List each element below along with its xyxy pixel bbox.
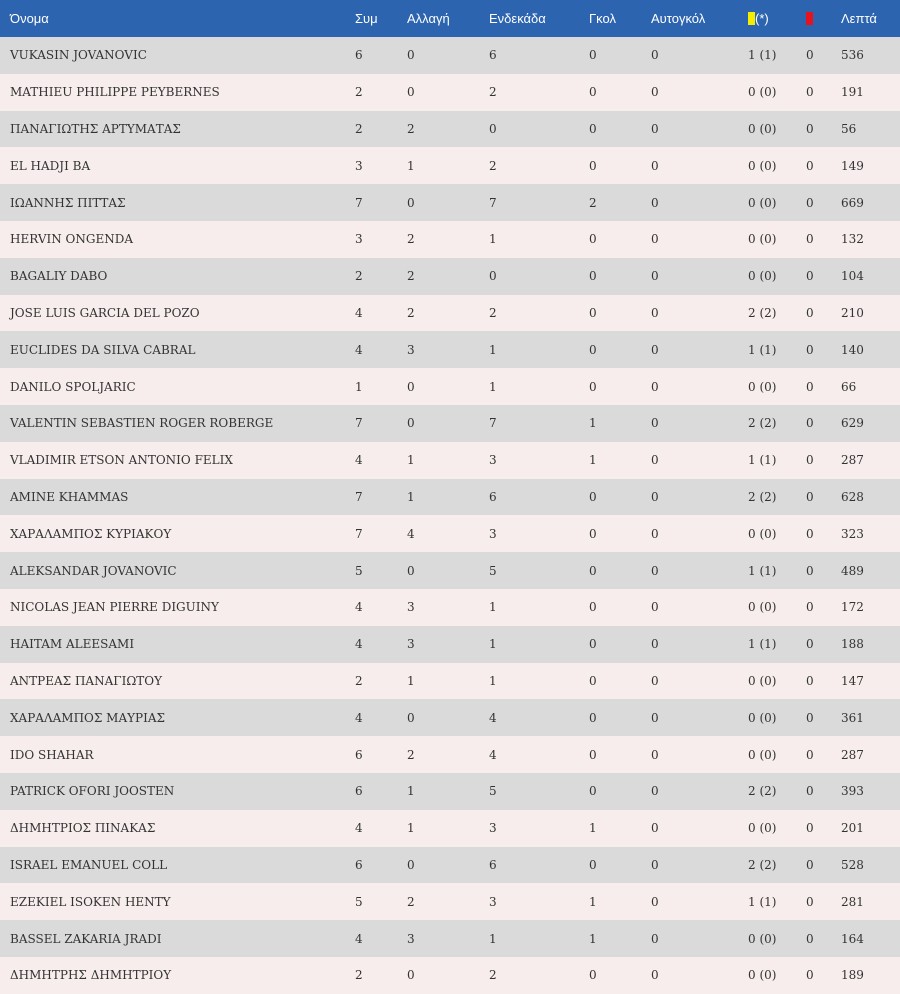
starting-cell: 1 [489,232,497,247]
minutes-cell: 536 [841,48,864,63]
substitute-cell: 1 [407,158,415,173]
own-goals-cell: 0 [651,48,659,63]
minutes-cell: 287 [841,747,864,762]
column-header-minutes[interactable]: Λεπτά [841,11,877,26]
player-name[interactable]: BAGALIY DABO [10,269,108,284]
substitute-cell: 0 [407,379,415,394]
yellow-card-icon [748,12,755,25]
red-cards-cell: 0 [806,526,814,541]
yellow-cards-cell: 0 (0) [748,747,777,762]
own-goals-cell: 0 [651,857,659,872]
column-header-starting[interactable]: Ενδεκάδα [489,11,546,26]
starting-cell: 5 [489,563,497,578]
starting-cell: 1 [489,637,497,652]
player-name[interactable]: JOSE LUIS GARCIA DEL POZO [10,305,200,320]
minutes-cell: 164 [841,931,864,946]
own-goals-cell: 0 [651,710,659,725]
substitute-cell: 1 [407,673,415,688]
table-row [0,368,900,405]
header-row [0,0,900,37]
player-name[interactable]: ΠΑΝΑΓΙΩΤΗΣ ΑΡΤΥΜΑΤΑΣ [10,121,181,136]
appearances-cell: 4 [355,637,363,652]
table-row [0,405,900,442]
red-cards-cell: 0 [806,379,814,394]
own-goals-cell: 0 [651,784,659,799]
substitute-cell: 2 [407,894,415,909]
column-header-red-cards[interactable] [806,0,841,37]
table-row [0,589,900,626]
minutes-cell: 191 [841,85,864,100]
starting-cell: 7 [489,195,497,210]
own-goals-cell: 0 [651,342,659,357]
substitute-cell: 2 [407,305,415,320]
goals-cell: 0 [589,232,597,247]
own-goals-cell: 0 [651,563,659,578]
own-goals-cell: 0 [651,747,659,762]
red-cards-cell: 0 [806,747,814,762]
red-cards-cell: 0 [806,968,814,983]
table-header [0,0,900,37]
player-name[interactable]: EL HADJI BA [10,158,91,173]
starting-cell: 2 [489,158,497,173]
starting-cell: 3 [489,526,497,541]
table-row [0,920,900,957]
goals-cell: 0 [589,857,597,872]
player-name[interactable]: ΔΗΜΗΤΡΗΣ ΔΗΜΗΤΡΙΟΥ [10,968,172,983]
minutes-cell: 189 [841,968,864,983]
goals-cell: 0 [589,747,597,762]
own-goals-cell: 0 [651,968,659,983]
appearances-cell: 2 [355,85,363,100]
appearances-cell: 2 [355,673,363,688]
player-name[interactable]: PATRICK OFORI JOOSTEN [10,784,175,799]
table-row [0,184,900,221]
player-name[interactable]: AMINE KHAMMAS [10,489,129,504]
starting-cell: 7 [489,416,497,431]
substitute-cell: 2 [407,747,415,762]
table-row [0,479,900,516]
table-row [0,37,900,74]
appearances-cell: 2 [355,968,363,983]
goals-cell: 0 [589,121,597,136]
own-goals-cell: 0 [651,894,659,909]
substitute-cell: 3 [407,931,415,946]
red-card-icon [806,12,813,25]
player-name[interactable]: ISRAEL EMANUEL COLL [10,857,168,872]
yellow-cards-cell: 0 (0) [748,379,777,394]
starting-cell: 6 [489,48,497,63]
red-cards-cell: 0 [806,931,814,946]
appearances-cell: 4 [355,342,363,357]
substitute-cell: 0 [407,968,415,983]
player-name[interactable]: ALEKSANDAR JOVANOVIC [10,563,177,578]
appearances-cell: 6 [355,857,363,872]
appearances-cell: 6 [355,48,363,63]
table-row [0,552,900,589]
yellow-cards-cell: 0 (0) [748,526,777,541]
substitute-cell: 0 [407,857,415,872]
substitute-cell: 0 [407,48,415,63]
substitute-cell: 1 [407,784,415,799]
red-cards-cell: 0 [806,158,814,173]
yellow-cards-cell: 2 (2) [748,784,777,799]
appearances-cell: 6 [355,784,363,799]
table-row [0,957,900,994]
starting-cell: 3 [489,894,497,909]
starting-cell: 2 [489,305,497,320]
red-cards-cell: 0 [806,600,814,615]
player-name[interactable]: HERVIN ONGENDA [10,232,134,247]
red-cards-cell: 0 [806,673,814,688]
appearances-cell: 7 [355,416,363,431]
red-cards-cell: 0 [806,894,814,909]
own-goals-cell: 0 [651,305,659,320]
red-cards-cell: 0 [806,416,814,431]
goals-cell: 0 [589,269,597,284]
yellow-cards-cell: 0 (0) [748,232,777,247]
substitute-cell: 2 [407,121,415,136]
yellow-cards-cell: 0 (0) [748,931,777,946]
player-name[interactable]: MATHIEU PHILIPPE PEYBERNES [10,85,220,100]
player-name[interactable]: VUKASIN JOVANOVIC [10,48,147,63]
substitute-cell: 0 [407,416,415,431]
yellow-cards-cell: 2 (2) [748,416,777,431]
table-row [0,515,900,552]
starting-cell: 4 [489,710,497,725]
red-cards-cell: 0 [806,85,814,100]
column-header-own-goals[interactable]: Αυτογκόλ [651,11,706,26]
yellow-cards-cell: 1 (1) [748,563,777,578]
own-goals-cell: 0 [651,121,659,136]
appearances-cell: 3 [355,158,363,173]
goals-cell: 0 [589,710,597,725]
appearances-cell: 4 [355,600,363,615]
appearances-cell: 7 [355,526,363,541]
minutes-cell: 56 [841,121,857,136]
own-goals-cell: 0 [651,195,659,210]
yellow-cards-cell: 0 (0) [748,158,777,173]
substitute-cell: 1 [407,453,415,468]
own-goals-cell: 0 [651,379,659,394]
starting-cell: 5 [489,784,497,799]
substitute-cell: 0 [407,85,415,100]
player-name[interactable]: NICOLAS JEAN PIERRE DIGUINY [10,600,219,615]
starting-cell: 1 [489,342,497,357]
appearances-cell: 4 [355,710,363,725]
minutes-cell: 323 [841,526,864,541]
appearances-cell: 3 [355,232,363,247]
starting-cell: 4 [489,747,497,762]
table-row [0,810,900,847]
goals-cell: 0 [589,563,597,578]
goals-cell: 1 [589,416,597,431]
table-row [0,258,900,295]
minutes-cell: 489 [841,563,864,578]
own-goals-cell: 0 [651,232,659,247]
yellow-cards-cell: 0 (0) [748,269,777,284]
minutes-cell: 361 [841,710,864,725]
goals-cell: 1 [589,821,597,836]
substitute-cell: 0 [407,563,415,578]
table-row [0,147,900,184]
minutes-cell: 669 [841,195,864,210]
yellow-cards-cell: 0 (0) [748,710,777,725]
starting-cell: 1 [489,673,497,688]
yellow-cards-cell: 0 (0) [748,821,777,836]
substitute-cell: 3 [407,600,415,615]
player-name[interactable]: VLADIMIR ETSON ANTONIO FELIX [10,453,233,468]
yellow-cards-cell: 0 (0) [748,195,777,210]
own-goals-cell: 0 [651,453,659,468]
own-goals-cell: 0 [651,85,659,100]
goals-cell: 0 [589,673,597,688]
minutes-cell: 628 [841,489,864,504]
appearances-cell: 7 [355,195,363,210]
column-header-goals[interactable]: Γκολ [589,11,616,26]
yellow-cards-cell: 1 (1) [748,894,777,909]
player-name[interactable]: IDO SHAHAR [10,747,94,762]
starting-cell: 2 [489,85,497,100]
yellow-cards-cell: 1 (1) [748,48,777,63]
table-row [0,773,900,810]
appearances-cell: 2 [355,121,363,136]
goals-cell: 1 [589,931,597,946]
goals-cell: 0 [589,305,597,320]
minutes-cell: 66 [841,379,857,394]
yellow-cards-cell: 1 (1) [748,637,777,652]
red-cards-cell: 0 [806,710,814,725]
player-name[interactable]: BASSEL ZAKARIA JRADI [10,931,162,946]
goals-cell: 0 [589,637,597,652]
player-name[interactable]: EUCLIDES DA SILVA CABRAL [10,342,196,357]
own-goals-cell: 0 [651,526,659,541]
column-header-name[interactable]: Όνομα [10,11,49,26]
minutes-cell: 147 [841,673,864,688]
own-goals-cell: 0 [651,931,659,946]
table-row [0,295,900,332]
yellow-cards-cell: 0 (0) [748,600,777,615]
minutes-cell: 210 [841,305,864,320]
goals-cell: 0 [589,526,597,541]
minutes-cell: 281 [841,894,864,909]
starting-cell: 0 [489,121,497,136]
substitute-cell: 1 [407,821,415,836]
starting-cell: 3 [489,453,497,468]
yellow-cards-cell: 0 (0) [748,85,777,100]
red-cards-cell: 0 [806,342,814,357]
goals-cell: 0 [589,600,597,615]
appearances-cell: 4 [355,821,363,836]
column-header-yellow-cards[interactable] [748,0,806,37]
red-cards-cell: 0 [806,857,814,872]
table-row [0,111,900,148]
table-row [0,663,900,700]
red-cards-cell: 0 [806,821,814,836]
goals-cell: 0 [589,379,597,394]
table-row [0,847,900,884]
substitute-cell: 2 [407,232,415,247]
own-goals-cell: 0 [651,269,659,284]
substitute-cell: 0 [407,710,415,725]
table-row [0,699,900,736]
starting-cell: 1 [489,600,497,615]
player-name[interactable]: DANILO SPOLJARIC [10,379,136,394]
table-row [0,736,900,773]
minutes-cell: 132 [841,232,864,247]
yellow-cards-cell: 0 (0) [748,121,777,136]
goals-cell: 0 [589,968,597,983]
substitute-cell: 0 [407,195,415,210]
table-row [0,883,900,920]
minutes-cell: 188 [841,637,864,652]
goals-cell: 1 [589,894,597,909]
red-cards-cell: 0 [806,784,814,799]
own-goals-cell: 0 [651,637,659,652]
own-goals-cell: 0 [651,821,659,836]
red-cards-cell: 0 [806,232,814,247]
goals-cell: 2 [589,195,597,210]
table-row [0,74,900,111]
goals-cell: 0 [589,342,597,357]
yellow-cards-cell: 2 (2) [748,305,777,320]
appearances-cell: 5 [355,563,363,578]
player-name[interactable]: ΑΝΤΡΕΑΣ ΠΑΝΑΓΙΩΤΟΥ [10,673,163,688]
yellow-cards-cell: 0 (0) [748,968,777,983]
player-name[interactable]: HAITAM ALEESAMI [10,637,135,652]
table-row [0,442,900,479]
starting-cell: 1 [489,931,497,946]
red-cards-cell: 0 [806,453,814,468]
goals-cell: 0 [589,48,597,63]
player-name[interactable]: VALENTIN SEBASTIEN ROGER ROBERGE [10,416,274,431]
yellow-cards-cell: 1 (1) [748,453,777,468]
minutes-cell: 201 [841,821,864,836]
table-row [0,331,900,368]
own-goals-cell: 0 [651,673,659,688]
appearances-cell: 4 [355,453,363,468]
minutes-cell: 393 [841,784,864,799]
red-cards-cell: 0 [806,305,814,320]
player-name[interactable]: EZEKIEL ISOKEN HENTY [10,894,171,909]
yellow-cards-cell: 0 (0) [748,673,777,688]
appearances-cell: 5 [355,894,363,909]
table-row [0,626,900,663]
yellow-cards-cell: 1 (1) [748,342,777,357]
own-goals-cell: 0 [651,489,659,504]
minutes-cell: 629 [841,416,864,431]
substitute-cell: 2 [407,269,415,284]
minutes-cell: 287 [841,453,864,468]
substitute-cell: 3 [407,637,415,652]
appearances-cell: 4 [355,305,363,320]
minutes-cell: 149 [841,158,864,173]
table-row [0,221,900,258]
substitute-cell: 4 [407,526,415,541]
goals-cell: 0 [589,489,597,504]
player-name[interactable]: ΧΑΡΑΛΑΜΠΟΣ ΜΑΥΡΙΑΣ [10,710,166,725]
appearances-cell: 4 [355,931,363,946]
substitute-cell: 1 [407,489,415,504]
minutes-cell: 140 [841,342,864,357]
starting-cell: 2 [489,968,497,983]
player-name[interactable]: ΧΑΡΑΛΑΜΠΟΣ ΚΥΡΙΑΚΟΥ [10,526,172,541]
appearances-cell: 7 [355,489,363,504]
appearances-cell: 1 [355,379,363,394]
appearances-cell: 6 [355,747,363,762]
player-name[interactable]: ΙΩΑΝΝΗΣ ΠΙΤΤΑΣ [10,195,126,210]
yellow-cards-cell: 2 (2) [748,489,777,504]
goals-cell: 0 [589,158,597,173]
yellow-cards-suffix: (*) [755,11,769,26]
starting-cell: 6 [489,489,497,504]
substitute-cell: 3 [407,342,415,357]
starting-cell: 6 [489,857,497,872]
player-name[interactable]: ΔΗΜΗΤΡΙΟΣ ΠΙΝΑΚΑΣ [10,821,156,836]
goals-cell: 0 [589,784,597,799]
minutes-cell: 104 [841,269,864,284]
red-cards-cell: 0 [806,269,814,284]
column-header-appearances[interactable]: Συμ [355,11,378,26]
red-cards-cell: 0 [806,121,814,136]
goals-cell: 1 [589,453,597,468]
minutes-cell: 528 [841,857,864,872]
yellow-cards-cell: 2 (2) [748,857,777,872]
appearances-cell: 2 [355,269,363,284]
own-goals-cell: 0 [651,600,659,615]
table-body [0,37,900,994]
red-cards-cell: 0 [806,489,814,504]
own-goals-cell: 0 [651,158,659,173]
starting-cell: 1 [489,379,497,394]
column-header-substitute[interactable]: Αλλαγή [407,11,450,26]
red-cards-cell: 0 [806,563,814,578]
own-goals-cell: 0 [651,416,659,431]
starting-cell: 0 [489,269,497,284]
starting-cell: 3 [489,821,497,836]
red-cards-cell: 0 [806,195,814,210]
minutes-cell: 172 [841,600,864,615]
red-cards-cell: 0 [806,48,814,63]
red-cards-cell: 0 [806,637,814,652]
goals-cell: 0 [589,85,597,100]
